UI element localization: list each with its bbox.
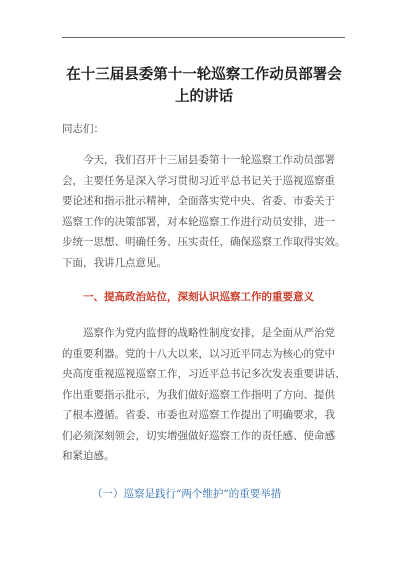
header-rule — [62, 37, 345, 38]
paragraph-line: 要论述和指示批示精神，全面落实党中央、省委、市委关于 — [62, 195, 335, 207]
paragraph-line: 会，主要任务是深入学习贯彻习近平总书记关于巡视巡察重 — [62, 174, 335, 187]
salutation: 同志们： — [62, 123, 104, 135]
paragraph-section1 — [62, 323, 346, 467]
paragraph-line: 的重要利器。党的十八大以来，以习近平同志为核心的党中 — [62, 347, 335, 360]
paragraph-intro — [62, 150, 346, 273]
paragraph-line: 巡察工作的决策部署，对本轮巡察工作进行动员安排，进一 — [62, 215, 335, 228]
subsection-heading: （一）巡察是践行“两个维护”的重要举措 — [92, 488, 282, 500]
paragraph-line: 央高度重视巡视巡察工作，习近平总书记多次发表重要讲话、 — [62, 368, 346, 380]
paragraph-line: 巡察作为党内监督的战略性制度安排，是全面从严治党 — [83, 327, 335, 339]
paragraph-line: 作出重要指示批示，为我们做好巡察工作指明了方向、提供 — [62, 388, 335, 401]
paragraph-line: 下面，我讲几点意见。 — [62, 256, 167, 269]
document-title — [40, 64, 368, 108]
title-line: 在十三届县委第十一轮巡察工作动员部署会 — [66, 67, 342, 83]
section-heading: 一、提高政治站位，深刻认识巡察工作的重要意义 — [83, 291, 314, 303]
paragraph-line: 们必须深刻领会，切实增强做好巡察工作的责任感、使命感 — [62, 429, 335, 442]
paragraph-line: 了根本遵循。省委、市委也对巡察工作提出了明确要求，我 — [62, 409, 335, 421]
title-line: 上的讲话 — [175, 89, 233, 105]
paragraph-line: 今天，我们召开十三届县委第十一轮巡察工作动员部署 — [83, 154, 335, 166]
paragraph-line: 步统一思想、明确任务、压实责任，确保巡察工作取得实效。 — [62, 236, 346, 248]
paragraph-line: 和紧迫感。 — [62, 450, 115, 462]
